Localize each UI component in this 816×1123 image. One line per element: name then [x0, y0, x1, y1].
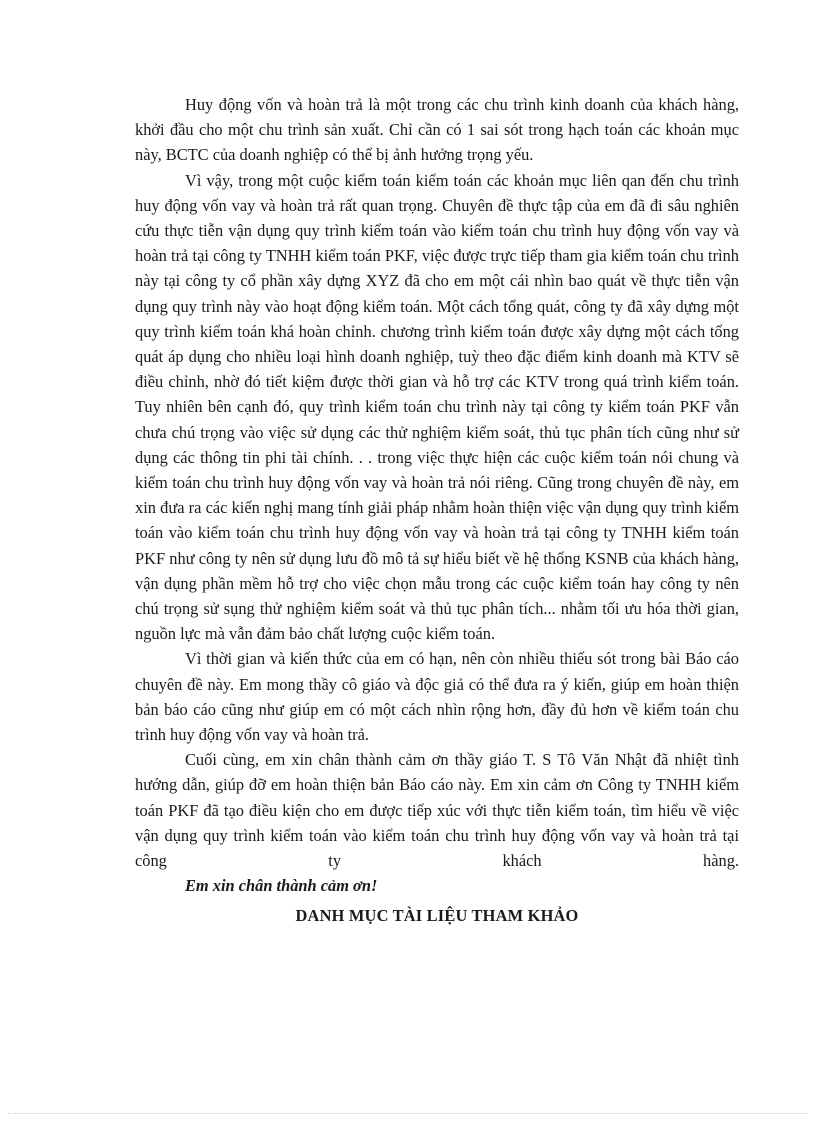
document-page	[135, 92, 739, 928]
page-bottom-rule	[8, 1113, 808, 1114]
paragraph-summary: Vì vậy, trong một cuộc kiểm toán kiểm toán các khoản mục liên qan đến chu trình huy động vốn vay và hoàn trả rất quan trọng. Chuyên đề thực tập của em đã đi sâu nghiên cứu thực tiễn vận dụng quy trình kiểm toán vào kiểm toán chu trình huy động vốn vay và hoàn trả tại công ty TNHH kiểm toán PKF, việc được trực tiếp tham gia kiểm toán chu trình này tại công ty cổ phần xây dựng XYZ đã cho em một cái nhìn bao quát về thực tiễn vận dụng quy trình này vào hoạt động kiểm toán. Một cách tổng quát, công ty đã xây dựng một quy trình kiểm toán khá hoàn chỉnh. chương trình kiểm toán được xây dựng một cách tổng quát áp dụng cho nhiều loại hình doanh nghiệp, tuỳ theo đặc điểm kinh doanh mà KTV sẽ điều chỉnh, nhờ đó tiết kiệm được thời gian và hỗ trợ các KTV trong quá trình kiểm toán. Tuy nhiên bên cạnh đó, quy trình kiểm toán chu trình này tại công ty kiểm toán PKF vẫn chưa chú trọng vào việc sử dụng các thử nghiệm kiểm soát, thủ tục phân tích cũng như sử dụng các thông tin phi tài chính. . . trong việc thực hiện các cuộc kiểm toán nói chung và kiểm toán chu trình huy động vốn vay và hoàn trả nói riêng. Cũng trong chuyên đề này, em xin đưa ra các kiến nghị mang tính giải pháp nhằm hoàn thiện việc vận dụng quy trình kiểm toán vào kiểm toán chu trình huy động vốn vay và hoàn trả tại công ty TNHH kiểm toán PKF như công ty nên sử dụng lưu đồ mô tả sự hiểu biết về hệ thống KSNB của khách hàng, vận dụng phần mềm hỗ trợ cho việc chọn mẫu trong các cuộc kiểm toán hay công ty nên chú trọng sử sụng thử nghiệm kiểm soát và thủ tục phân tích... nhằm tối ưu hóa thời gian, nguồn lực mà vẫn đảm bảo chất lượng cuộc kiểm toán.	[135, 170, 739, 644]
paragraph-intro: Huy động vốn và hoàn trả là một trong các chu trình kinh doanh của khách hàng, khởi đầu cho một chu trình sản xuất. Chỉ cần có 1 sai sót trong hạch toán các khoản mục này, BCTC của doanh nghiệp có thể bị ảnh hưởng trọng yếu.	[135, 95, 739, 165]
closing-thanks: Em xin chân thành cảm ơn!	[185, 876, 378, 896]
paragraph-limitations: Vì thời gian và kiến thức của em có hạn, nên còn nhiều thiếu sót trong bài Báo cáo chuyên đề này. Em mong thầy cô giáo và độc giả có thể đưa ra ý kiến, giúp em hoàn thiện bản báo cáo cũng như giúp em có một cách nhìn rộng hơn, đầy đủ hơn về kiểm toán chu trình huy động vốn vay và hoàn trả.	[135, 649, 739, 745]
paragraph-acknowledgement: Cuối cùng, em xin chân thành cảm ơn thầy giáo T. S Tô Văn Nhật đã nhiệt tình hướng dẫn, giúp đỡ em hoàn thiện bản Báo cáo này. Em xin cảm ơn Công ty TNHH kiểm toán PKF đã tạo điều kiện cho em được tiếp xúc với thực tiễn kiểm toán, tìm hiểu về việc vận dụng quy trình kiểm toán vào kiểm toán chu trình huy động vốn vay và hoàn trả tại công ty khách hàng.	[135, 750, 739, 871]
references-heading: DANH MỤC TÀI LIỆU THAM KHẢO	[295, 905, 579, 925]
